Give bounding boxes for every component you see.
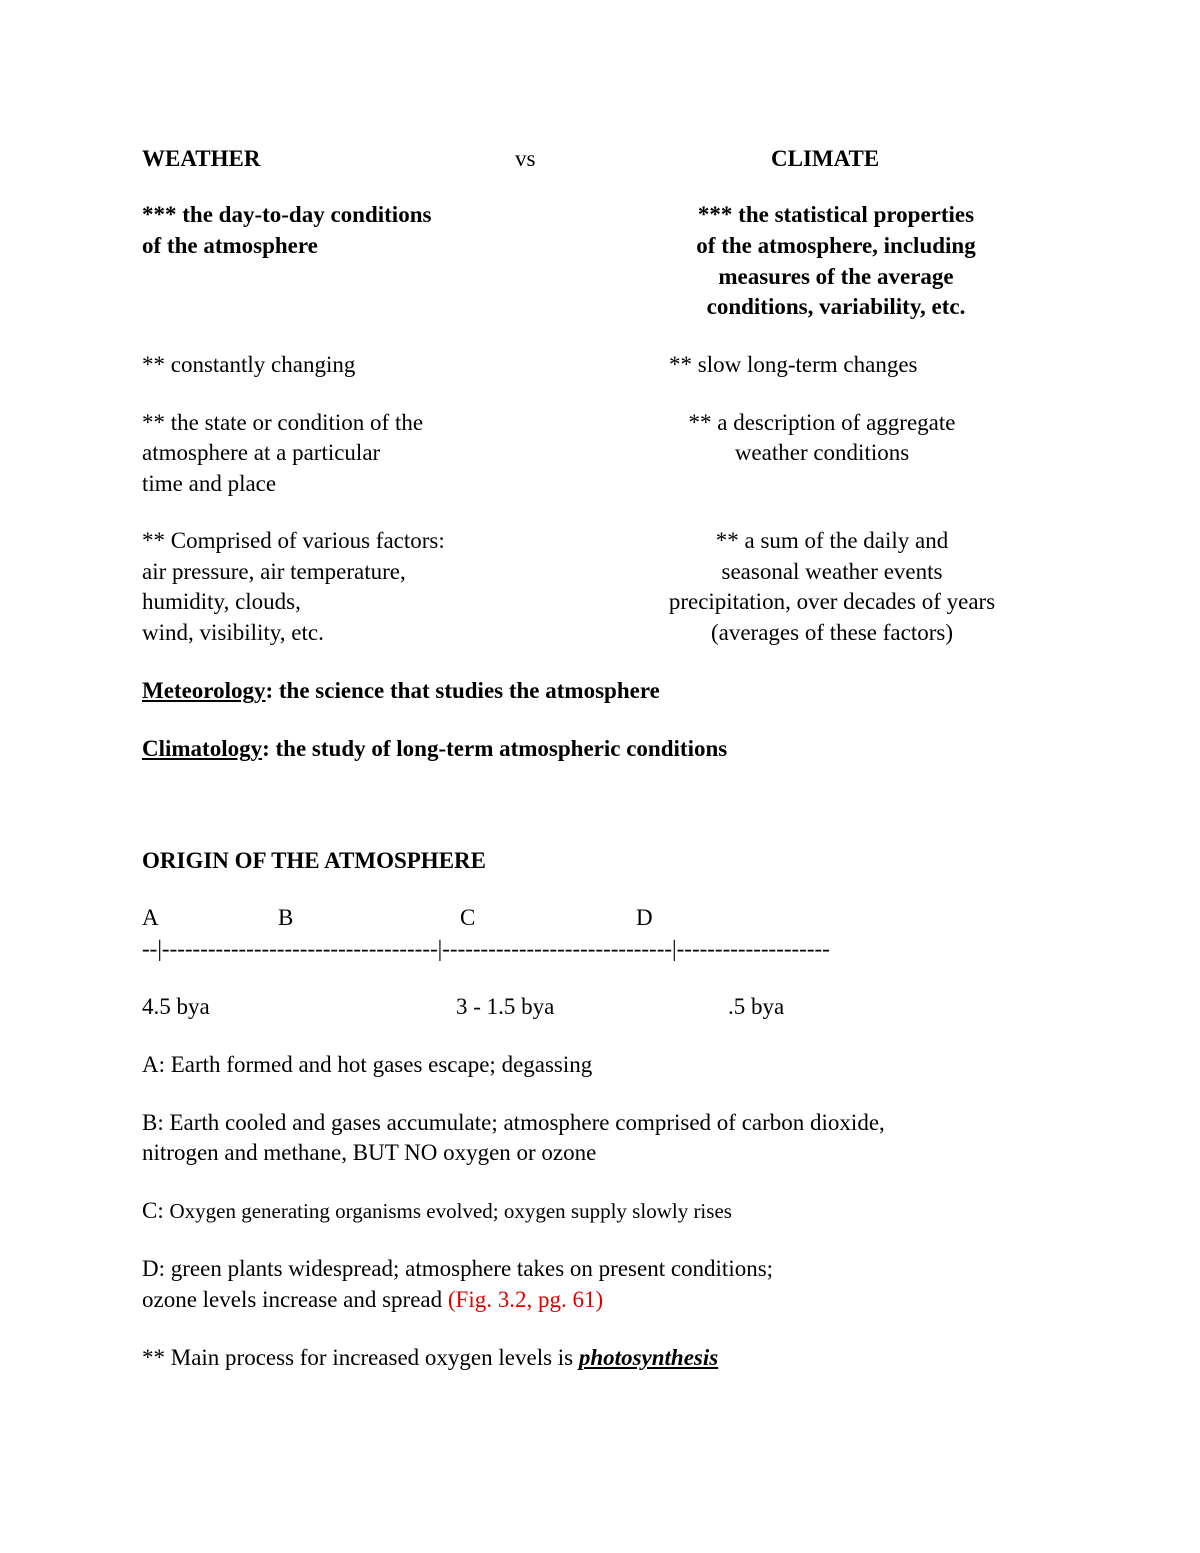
climate-sum-line-1: ** a sum of the daily and <box>715 528 949 553</box>
time-label-3: .5 bya <box>728 994 785 1019</box>
climate-sum-line-4: (averages of these factors) <box>710 620 953 645</box>
meteorology-term: Meteorology <box>142 678 266 703</box>
photosynthesis-term: photosynthesis <box>578 1345 719 1370</box>
timeline-letter-c: C <box>460 905 476 930</box>
timeline-letter-a: A <box>142 905 159 930</box>
weather-def-line-1: *** the day-to-day conditions <box>142 202 432 227</box>
stage-b-line-1: B: Earth cooled and gases accumulate; atmosphere comprised of carbon dioxide, <box>142 1110 885 1135</box>
stage-d-line-1: D: green plants widespread; atmosphere takes on present conditions; <box>142 1256 774 1281</box>
climate-def-line-1: *** the statistical properties <box>697 202 975 227</box>
weather-state-line-1: ** the state or condition of the <box>142 410 424 435</box>
weather-factors-line-4: wind, visibility, etc. <box>142 620 324 645</box>
vs-label: vs <box>515 146 536 171</box>
climatology-def: : the study of long-term atmospheric conditions <box>262 736 728 761</box>
weather-state-line-2: atmosphere at a particular <box>142 440 381 465</box>
timeline-letter-b: B <box>278 905 294 930</box>
climate-change: ** slow long-term changes <box>669 352 918 377</box>
origin-title: ORIGIN OF THE ATMOSPHERE <box>142 848 486 873</box>
figure-reference: (Fig. 3.2, pg. 61) <box>447 1287 604 1312</box>
weather-state-line-3: time and place <box>142 471 277 496</box>
meteorology-definition <box>142 676 660 706</box>
climate-desc-line-2: weather conditions <box>734 440 910 465</box>
climate-desc-line-1: ** a description of aggregate <box>688 410 956 435</box>
time-label-1: 4.5 bya <box>142 994 210 1019</box>
climate-sum-line-2: seasonal weather events <box>721 559 943 584</box>
climatology-term: Climatology <box>142 736 263 761</box>
climate-def-line-2: of the atmosphere, including <box>696 233 976 258</box>
main-process-prefix: ** Main process for increased oxygen levels is <box>142 1345 579 1370</box>
weather-change: ** constantly changing <box>142 352 356 377</box>
time-label-2: 3 - 1.5 bya <box>456 994 555 1019</box>
climate-def-line-3: measures of the average <box>718 264 954 289</box>
main-process-note <box>142 1343 718 1373</box>
stage-d-line-2-text: ozone levels increase and spread <box>142 1287 448 1312</box>
climate-def-line-4: conditions, variability, etc. <box>706 294 966 319</box>
timeline-line: --|------------------------------------|------------------------------|-------------------- <box>142 936 830 961</box>
stage-b-line-2: nitrogen and methane, BUT NO oxygen or ozone <box>142 1140 597 1165</box>
climate-heading: CLIMATE <box>771 146 880 171</box>
stage-c-label: C: <box>142 1198 170 1223</box>
stage-d-line-2 <box>142 1285 603 1315</box>
weather-factors-line-2: air pressure, air temperature, <box>142 559 406 584</box>
weather-heading: WEATHER <box>142 146 261 171</box>
weather-def-line-2: of the atmosphere <box>142 233 318 258</box>
weather-factors-line-3: humidity, clouds, <box>142 589 301 614</box>
stage-c-text <box>142 1196 732 1226</box>
stage-c-description: Oxygen generating organisms evolved; oxygen supply slowly rises <box>169 1199 732 1223</box>
stage-a-text: A: Earth formed and hot gases escape; degassing <box>142 1052 593 1077</box>
timeline-letter-d: D <box>636 905 653 930</box>
meteorology-def: : the science that studies the atmosphere <box>265 678 660 703</box>
climatology-definition <box>142 734 727 764</box>
climate-sum-line-3: precipitation, over decades of years <box>668 589 996 614</box>
weather-factors-line-1: ** Comprised of various factors: <box>142 528 445 553</box>
